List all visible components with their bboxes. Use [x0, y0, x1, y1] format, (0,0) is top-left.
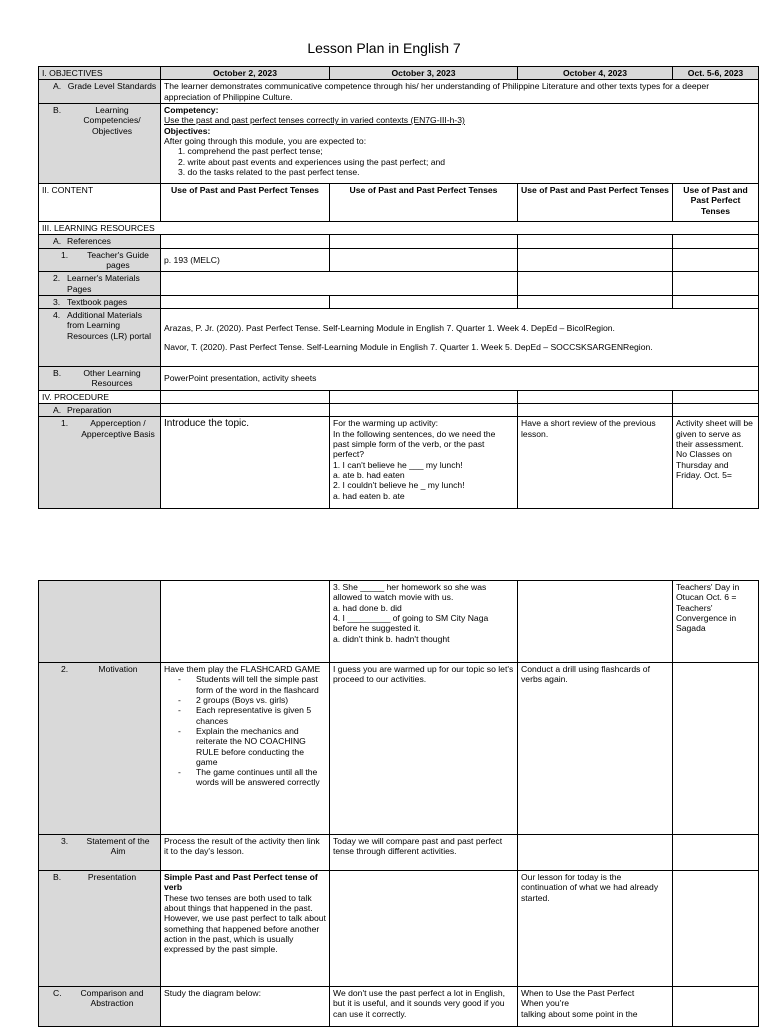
other-resources-value: PowerPoint presentation, activity sheets: [161, 367, 759, 391]
motivation-list: [164, 674, 326, 787]
objective-item: 1. comprehend the past perfect tense;: [178, 146, 323, 157]
preparation-row: [39, 404, 759, 417]
competencies-cell: [161, 103, 759, 183]
date-day-4: Oct. 5-6, 2023: [673, 67, 759, 80]
competency-heading: Competency:: [164, 104, 219, 115]
objectives-intro: After going through this module, you are expected to:: [164, 135, 367, 146]
learning-resources-row: [39, 221, 759, 234]
preparation-day-1: [161, 404, 330, 417]
motivation-row: [39, 663, 759, 835]
teachers-guide-label: 1. Teacher's Guide pages: [39, 248, 161, 272]
other-resources-label: B. Other Learning Resources: [39, 367, 161, 391]
comparison-row: [39, 987, 759, 1027]
apperception-continued-day-1: [161, 581, 330, 663]
apperception-continued-day-3: [518, 581, 673, 663]
references-label: A. References: [39, 235, 161, 248]
comparison-day-3: When to Use the Past Perfect When you're talking about some point in the: [518, 987, 673, 1027]
learners-materials-label: 2. Learner's Materials Pages: [39, 272, 161, 296]
teachers-guide-day-4: [673, 248, 759, 272]
objective-item: 2. write about past events and experiences using the past perfect; and: [178, 156, 446, 167]
preparation-day-4: [673, 404, 759, 417]
apperception-day-4: Activity sheet will be given to serve as their assessment. No Classes on Thursday and Friday. Oct. 5=: [673, 417, 759, 509]
list-item: - Explain the mechanics and reiterate the NO COACHING RULE before conducting the game: [164, 726, 326, 767]
content-day-1: Use of Past and Past Perfect Tenses: [161, 183, 330, 221]
presentation-heading: Simple Past and Past Perfect tense of verb: [164, 872, 318, 893]
presentation-day-3: Our lesson for today is the continuation of what we had already started.: [518, 871, 673, 987]
grade-level-label: A. Grade Level Standards: [39, 80, 161, 104]
objectives-heading: Objectives:: [164, 125, 211, 136]
statement-of-aim-day-2: Today we will compare past and past perfect tense through different activities.: [330, 835, 518, 871]
statement-of-aim-row: [39, 835, 759, 871]
date-day-2: October 3, 2023: [330, 67, 518, 80]
apperception-day-1: Introduce the topic.: [161, 417, 330, 509]
apperception-continued-day-2: 3. She _____ her homework so she was allowed to watch movie with us. a. had done b. did 4. I _________ of going to SM City Naga before he suggested it. a. didn't think b. hadn't thought: [330, 581, 518, 663]
procedure-day-3: [518, 390, 673, 403]
motivation-day-2: I guess you are warmed up for our topic so let's proceed to our activities.: [330, 663, 518, 835]
statement-of-aim-label: 3. Statement of the Aim: [39, 835, 161, 871]
other-resources-row: [39, 367, 759, 391]
presentation-day-4: [673, 871, 759, 987]
learners-materials-row: [39, 272, 759, 296]
statement-of-aim-day-4: [673, 835, 759, 871]
list-item: - Each representative is given 5 chances: [164, 705, 326, 726]
statement-of-aim-day-1: Process the result of the activity then link it to the day's lesson.: [161, 835, 330, 871]
list-item: - Students will tell the simple past form of the word in the flashcard: [164, 674, 326, 695]
apperception-continued-label: [39, 581, 161, 663]
content-day-2: Use of Past and Past Perfect Tenses: [330, 183, 518, 221]
motivation-day-1: [161, 663, 330, 835]
competencies-label: B. Learning Competencies/ Objectives: [39, 103, 161, 183]
comparison-day-1: Study the diagram below:: [161, 987, 330, 1027]
references-row: [39, 235, 759, 248]
lesson-plan-table-page-2: [38, 580, 759, 1027]
grade-level-text: The learner demonstrates communicative competence through his/ her understanding of Philippine Literature and other texts types for a deeper appreciation of Philippine Culture.: [161, 80, 759, 104]
content-label: II. CONTENT: [39, 183, 161, 221]
apperception-day-2: For the warming up activity: In the following sentences, do we need the past simple form of the verb, or the past perfect? 1. I can't believe he ___ my lunch! a. ate b. had eaten 2. I couldn't believe he _ my lunch! a. had eaten b. ate: [330, 417, 518, 509]
teachers-guide-row: [39, 248, 759, 272]
textbook-row: [39, 295, 759, 308]
preparation-label: A. Preparation: [39, 404, 161, 417]
textbook-label: 3. Textbook pages: [39, 295, 161, 308]
textbook-day-4: [673, 295, 759, 308]
comparison-label: C. Comparison and Abstraction: [39, 987, 161, 1027]
learners-materials-day-4: [673, 272, 759, 296]
comparison-day-2: We don't use the past perfect a lot in English, but it is useful, and it sounds very good if you can use it correctly.: [330, 987, 518, 1027]
content-row: [39, 183, 759, 221]
textbook-day-2: [330, 295, 518, 308]
presentation-row: [39, 871, 759, 987]
apperception-day-3: Have a short review of the previous lesson.: [518, 417, 673, 509]
motivation-intro: Have them play the FLASHCARD GAME: [164, 664, 321, 674]
reference-citation: Navor, T. (2020). Past Perfect Tense. Self-Learning Module in English 7. Quarter 1. Week 5. DepEd – SOCCSKSARGENRegion.: [164, 341, 653, 352]
teachers-guide-value: p. 193 (MELC): [161, 248, 330, 272]
objective-item: 3. do the tasks related to the past perfect tense.: [178, 166, 360, 177]
preparation-day-2: [330, 404, 518, 417]
apperception-continued-day-4: Teachers' Day in Otucan Oct. 6 = Teachers' Convergence in Sagada: [673, 581, 759, 663]
presentation-day-1: Simple Past and Past Perfect tense of verb These two tenses are both used to talk about things that happened in the past. However, we use past perfect to talk about something that happened before another action in the past, which is usually expressed by the past simple.: [161, 871, 330, 987]
textbook-day-3: [518, 295, 673, 308]
procedure-day-4: [673, 390, 759, 403]
learners-materials-day-1-2: [161, 272, 518, 296]
list-item: - The game continues until all the words will be answered correctly: [164, 767, 326, 788]
procedure-label: IV. PROCEDURE: [39, 390, 161, 403]
learning-resources-label: III. LEARNING RESOURCES: [39, 221, 759, 234]
additional-materials-row: [39, 309, 759, 367]
objectives-header-row: [39, 67, 759, 80]
references-day-2: [330, 235, 518, 248]
procedure-row: [39, 390, 759, 403]
list-item: - 2 groups (Boys vs. girls): [164, 695, 326, 705]
comparison-day-4: [673, 987, 759, 1027]
additional-materials-cell: [161, 309, 759, 367]
objectives-label: I. OBJECTIVES: [39, 67, 161, 80]
apperception-row: [39, 417, 759, 509]
procedure-day-1: [161, 390, 330, 403]
motivation-label: 2. Motivation: [39, 663, 161, 835]
preparation-day-3: [518, 404, 673, 417]
learners-materials-day-3: [518, 272, 673, 296]
grade-level-row: [39, 80, 759, 104]
presentation-label: B. Presentation: [39, 871, 161, 987]
content-day-3: Use of Past and Past Perfect Tenses: [518, 183, 673, 221]
motivation-day-4: [673, 663, 759, 835]
reference-citation: Arazas, P. Jr. (2020). Past Perfect Tense. Self-Learning Module in English 7. Quarter 1. Week 4. DepEd – BicolRegion.: [164, 323, 615, 334]
motivation-day-3: Conduct a drill using flashcards of verbs again.: [518, 663, 673, 835]
references-day-1: [161, 235, 330, 248]
teachers-guide-day-2: [330, 248, 518, 272]
date-day-1: October 2, 2023: [161, 67, 330, 80]
lesson-plan-table-page-1: [38, 66, 759, 509]
date-day-3: October 4, 2023: [518, 67, 673, 80]
procedure-day-2: [330, 390, 518, 403]
apperception-continued-row: [39, 581, 759, 663]
content-day-4: Use of Past and Past Perfect Tenses: [673, 183, 759, 221]
document-title: Lesson Plan in English 7: [307, 40, 461, 56]
additional-materials-label: 4. Additional Materials from Learning Resources (LR) portal: [39, 309, 161, 367]
competencies-row: [39, 103, 759, 183]
teachers-guide-day-3: [518, 248, 673, 272]
statement-of-aim-day-3: [518, 835, 673, 871]
apperception-label: 1. Apperception / Apperceptive Basis: [39, 417, 161, 509]
competency-text: Use the past and past perfect tenses correctly in varied contexts (EN7G-III-h-3): [164, 115, 465, 126]
presentation-day-2: [330, 871, 518, 987]
textbook-day-1: [161, 295, 330, 308]
references-day-4: [673, 235, 759, 248]
references-day-3: [518, 235, 673, 248]
